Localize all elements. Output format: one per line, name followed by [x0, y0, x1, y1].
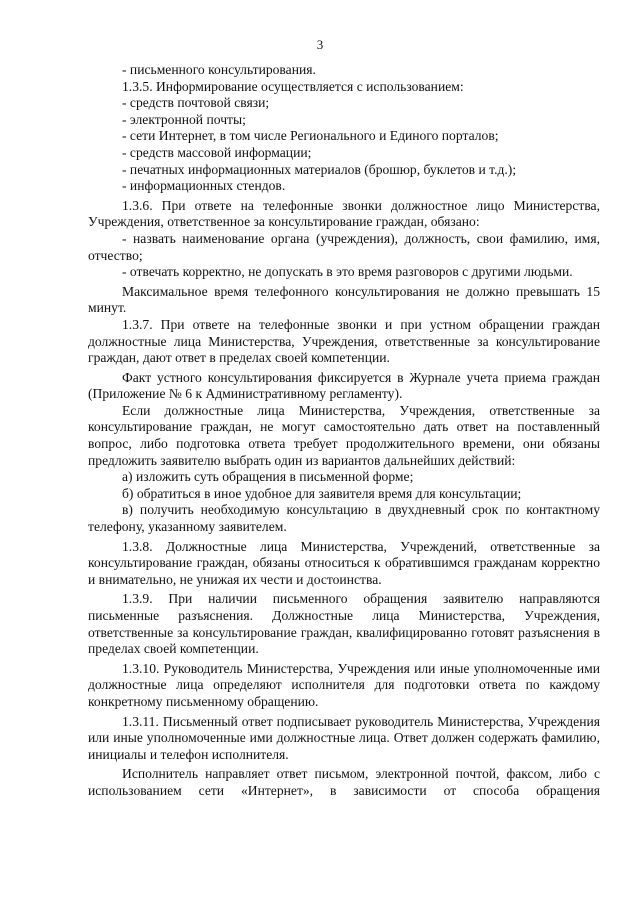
- paragraph: 1.3.10. Руководитель Министерства, Учреждения или иные уполномоченные ими должностные лица определяют исполнителя для подготовки ответа по каждому конкретному письменному обращению.: [88, 660, 600, 709]
- paragraph: 1.3.5. Информирование осуществляется с использованием:: [122, 78, 464, 94]
- list-item: б) обратиться в иное удобное для заявителя время для консультации;: [122, 485, 522, 501]
- list-item: - информационных стендов.: [122, 178, 286, 194]
- page-number: 3: [316, 37, 324, 52]
- list-item: - печатных информационных материалов (брошюр, буклетов и т.д.);: [122, 161, 517, 177]
- document-body: [88, 62, 600, 800]
- paragraph: Исполнитель направляет ответ письмом, электронной почтой, факсом, либо с использованием сети «Интернет», в зависимости от способа обращения: [88, 766, 600, 798]
- list-item: - электронной почты;: [122, 111, 246, 127]
- list-item: - средств массовой информации;: [122, 144, 312, 160]
- paragraph: Факт устного консультирования фиксируется в Журнале учета приема граждан (Приложение № 6 к Административному регламенту).: [88, 369, 600, 402]
- paragraph: Если должностные лица Министерства, Учреждения, ответственные за консультирование граждан, не могут самостоятельно дать ответ на поставленный вопрос, либо подготовка ответа требует продолжительного времени, они обязаны предложить заявителю выбрать один из вариантов дальнейших действий:: [88, 402, 600, 468]
- paragraph: 1.3.11. Письменный ответ подписывает руководитель Министерства, Учреждения или иные уполномоченные ими должностные лица. Ответ должен содержать фамилию, инициалы и телефон исполнителя.: [88, 713, 600, 762]
- paragraph: Максимальное время телефонного консультирования не должно превышать 15 минут.: [88, 283, 600, 316]
- paragraph: 1.3.9. При наличии письменного обращения заявителю направляются письменные разъяснения. Должностные лица Министерства, Учреждения, ответственные за консультирование граждан, квалифицированно готовят разъяснения в пределах своей компетенции.: [88, 591, 600, 657]
- list-item: в) получить необходимую консультацию в двухдневный срок по контактному телефону, указанному заявителем.: [88, 502, 600, 535]
- list-item: - сети Интернет, в том числе Регионального и Единого порталов;: [122, 128, 499, 144]
- paragraph: 1.3.7. При ответе на телефонные звонки и при устном обращении граждан должностные лица Министерства, Учреждения, ответственные за консультирование граждан, дают ответ в пределах своей компетенции.: [88, 316, 600, 366]
- paragraph: 1.3.8. Должностные лица Министерства, Учреждений, ответственные за консультирование граждан, обязаны относиться к обратившимся гражданам корректно и внимательно, не унижая их чести и достоинства.: [88, 538, 600, 587]
- list-item: а) изложить суть обращения в письменной форме;: [122, 469, 414, 485]
- list-item: - средств почтовой связи;: [122, 95, 270, 111]
- list-item: - назвать наименование органа (учреждения), должность, свои фамилию, имя, отчество;: [88, 230, 600, 263]
- paragraph: - письменного консультирования.: [122, 62, 316, 77]
- list-item: - отвечать корректно, не допускать в это время разговоров с другими людьми.: [122, 264, 573, 280]
- paragraph: 1.3.6. При ответе на телефонные звонки должностное лицо Министерства, Учреждения, ответственное за консультирование граждан, обязано:: [88, 197, 600, 230]
